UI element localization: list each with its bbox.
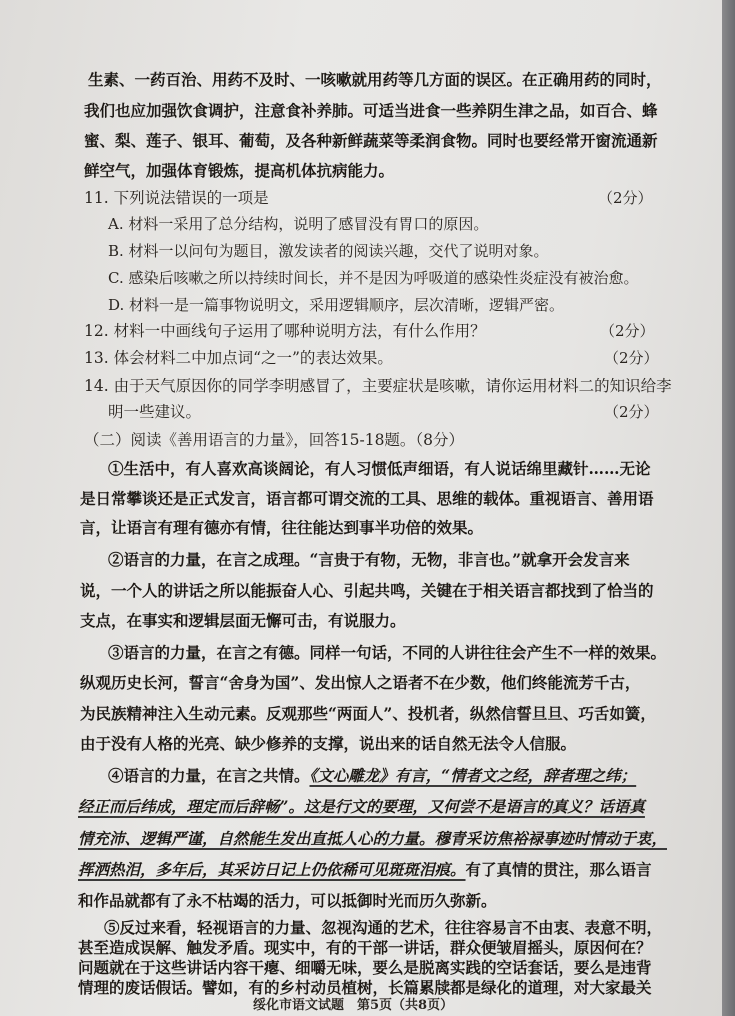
question-13-score: （2分） [604,349,659,367]
question-11-score: （2分） [598,189,653,207]
paragraph-2-line-2: 说，一个人的讲话之所以能振奋人心、引起共鸣，关键在于相关语言都找到了恰当的 [80,581,654,600]
page-edge-shadow [722,0,735,1016]
paragraph-2-line-3: 支点，在事实和逻辑层面无懈可击，有说服力。 [80,611,406,630]
paragraph-1-line-2: 是日常攀谈还是正式发言，语言都可谓交流的工具、思维的载体。重视语言、善用语 [80,489,654,508]
question-13-stem: 13. 体会材料二中加点词“之一”的表达效果。 [84,349,393,367]
intro-line-2: 我们也应加强饮食调护，注意食补养肺。可适当进食一些养阴生津之品，如百合、蜂 [84,101,658,120]
paragraph-5-line-3: 问题就在于这些讲话内容干瘪、细嚼无味，要么是脱离实践的空话套话，要么是违背 [78,958,652,977]
paragraph-5-line-4: 情理的废话假话。譬如，有的乡村动员植树，长篇累牍都是绿化的道理，对大家最关 [78,978,652,997]
paragraph-4-line-5: 和作品就都有了永不枯竭的活力，可以抵御时光而历久弥新。 [78,891,497,910]
intro-line-3: 蜜、梨、莲子、银耳、葡萄，及各种新鲜蔬菜等柔润食物。同时也要经常开窗流通新 [84,131,658,150]
paragraph-2-line-1: ②语言的力量，在言之成理。“言贵于有物，无物，非言也。”就拿开会发言来 [108,550,630,569]
question-11-option-a: A. 材料一采用了总分结构，说明了感冒没有胃口的原因。 [108,215,489,233]
intro-line-4: 鲜空气，加强体育锻炼，提高机体抗病能力。 [84,161,395,180]
question-11-option-c: C. 感染后咳嗽之所以持续时间长，并不是因为呼吸道的感染性炎症没有被治愈。 [108,269,639,287]
paragraph-5-line-2: 甚至造成误解、触发矛盾。现实中，有的干部一讲话，群众便皱眉摇头，原因何在？ [78,938,652,957]
paragraph-4-line-1-lead: ④语言的力量，在言之共情。 [108,766,310,785]
paragraph-3-line-1: ③语言的力量，在言之有德。同样一句话，不同的人讲往往会产生不一样的效果。 [108,643,667,662]
section-2-heading: （二）阅读《善用语言的力量》，回答15-18题。（8分） [84,431,465,449]
question-14-stem-2: 明一些建议。 [108,403,202,421]
underlined-sentence-3: 情充沛、逻辑严谨，自然能生发出直抵人心的力量。穆青采访焦裕禄事迹时情动于衷， [78,829,668,848]
page-footer: 绥化市语文试题 第5页（共8页） [253,998,454,1013]
underlined-sentence-4: 挥洒热泪，多年后，其采访日记上仍依稀可见斑斑泪痕。 [78,860,466,879]
paragraph-3-line-3: 为民族精神注入生动元素。反观那些“两面人”、投机者，纵然信誓旦旦、巧舌如簧， [80,704,656,723]
question-11-stem: 11. 下列说法错误的一项是 [84,189,269,207]
paragraph-4-line-4 [78,860,652,880]
question-11-option-b: B. 材料一以问句为题目，激发读者的阅读兴趣，交代了说明对象。 [108,242,549,260]
question-14-score: （2分） [604,403,659,421]
question-14-stem-1: 14. 由于天气原因你的同学李明感冒了，主要症状是咳嗽，请你运用材料二的知识给李 [84,377,672,395]
intro-line-1: 生素、一药百治、用药不及时、一咳嗽就用药等几方面的误区。在正确用药的同时， [88,70,662,89]
paragraph-4-line-4-tail: 有了真情的贯注，那么语言 [465,860,652,879]
underlined-quote-2: 经正而后纬成，理定而后辞畅”。这是行文的要理，又何尝不是语言的真义？话语真 [78,797,645,816]
paragraph-3-line-2: 纵观历史长河，誓言“舍身为国”、发出惊人之语者不在少数，他们终能流芳千古， [80,673,641,692]
paragraph-3-line-4: 由于没有人格的光亮、缺少修养的支撑，说出来的话自然无法令人信服。 [80,734,577,753]
underlined-quote-1: 《文心雕龙》有言，“情者文之经，辞者理之纬； [309,766,637,785]
paragraph-4-line-2 [78,797,645,817]
paragraph-4-line-1 [108,766,636,786]
question-12-score: （2分） [600,322,655,340]
paragraph-1-line-1: ①生活中，有人喜欢高谈阔论，有人习惯低声细语，有人说话绵里藏针……无论 [108,459,651,478]
question-12-stem: 12. 材料一中画线句子运用了哪种说明方法，有什么作用？ [84,322,486,340]
paragraph-4-line-3 [78,829,667,849]
paragraph-1-line-3: 言，让语言有理有德亦有情，往往能达到事半功倍的效果。 [80,518,484,537]
question-11-option-d: D. 材料一是一篇事物说明文，采用逻辑顺序，层次清晰，逻辑严密。 [108,296,565,314]
paragraph-5-line-1: ⑤反过来看，轻视语言的力量、忽视沟通的艺术，往往容易言不由衷、表意不明， [104,918,663,937]
